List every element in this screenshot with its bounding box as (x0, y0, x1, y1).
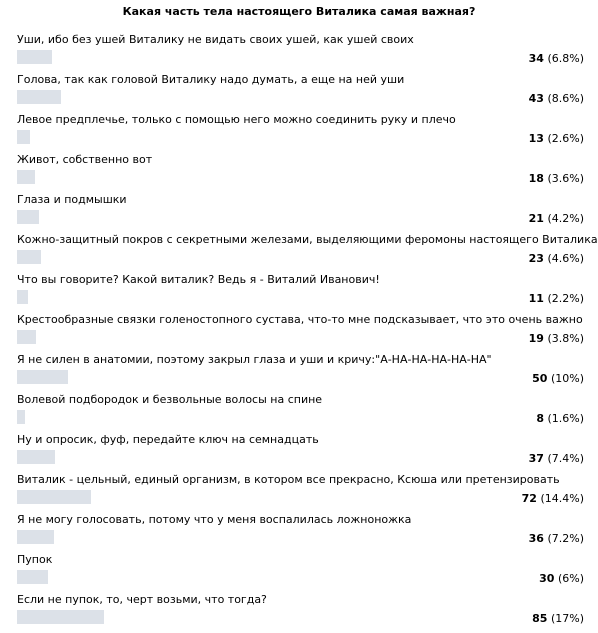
poll-option-percent: (6%) (557, 572, 584, 585)
poll-option-vote-count: 30 (539, 572, 555, 585)
poll-option-vote-count: 85 (532, 612, 548, 625)
poll-option-bar (17, 530, 54, 544)
poll-option-bar-track (17, 210, 522, 224)
poll-option (0, 513, 598, 553)
poll-option-bar-track (17, 290, 522, 304)
poll-option-vote-count: 37 (528, 452, 544, 465)
poll-option-label: Что вы говорите? Какой виталик? Ведь я - Виталий Иванович! (17, 273, 380, 286)
poll-option-result (529, 292, 584, 305)
poll-option (0, 353, 598, 393)
poll-option-result (529, 92, 584, 105)
poll-option (0, 113, 598, 153)
poll-option (0, 393, 598, 433)
poll-option-label: Левое предплечье, только с помощью него можно соединить руку и плечо (17, 113, 456, 126)
poll-option-vote-count: 8 (536, 412, 544, 425)
poll-option-percent: (14.4%) (540, 492, 584, 505)
poll-option-percent: (4.2%) (547, 212, 584, 225)
poll-option-bar-track (17, 490, 522, 504)
poll-option-bar (17, 610, 104, 624)
poll-option (0, 433, 598, 473)
poll-option-bar-track (17, 570, 522, 584)
poll-option-result (539, 572, 584, 585)
poll-option-result (536, 412, 584, 425)
poll-option-bar (17, 570, 48, 584)
poll-option-bar (17, 50, 52, 64)
poll-option-vote-count: 43 (528, 92, 544, 105)
poll-option-vote-count: 36 (528, 532, 544, 545)
poll-option-percent: (7.4%) (547, 452, 584, 465)
poll-option-label: Глаза и подмышки (17, 193, 127, 206)
poll-option-label: Живот, собственно вот (17, 153, 153, 166)
poll-option-result (532, 612, 584, 625)
poll-option (0, 153, 598, 193)
poll-option-result (532, 372, 584, 385)
poll-option-result (529, 172, 584, 185)
poll-title: Какая часть тела настоящего Виталика самая важная? (122, 5, 476, 18)
poll-option-bar-track (17, 90, 522, 104)
poll-option-label: Кожно-защитный покров с секретными железами, выделяющими феромоны настоящего Виталика (17, 233, 598, 246)
poll-option-result (529, 132, 584, 145)
poll-option-bar (17, 130, 30, 144)
poll-option-percent: (17%) (550, 612, 584, 625)
poll-option-percent: (10%) (550, 372, 584, 385)
poll-option-percent: (6.8%) (547, 52, 584, 65)
poll-option-percent: (1.6%) (547, 412, 584, 425)
poll-option-bar-track (17, 330, 522, 344)
poll-option-label: Голова, так как головой Виталику надо думать, а еще на ней уши (17, 73, 405, 86)
poll-option-bar (17, 170, 35, 184)
poll-option-bar-track (17, 370, 522, 384)
poll-option (0, 473, 598, 513)
poll-option (0, 593, 598, 633)
poll-option-bar-track (17, 610, 522, 624)
poll-option (0, 233, 598, 273)
poll-option-label: Ну и опросик, фуф, передайте ключ на семнадцать (17, 433, 319, 446)
poll-option-vote-count: 21 (528, 212, 544, 225)
poll-option (0, 273, 598, 313)
poll-option-label: Если не пупок, то, черт возьми, что тогда? (17, 593, 267, 606)
poll-option-label: Я не силен в анатомии, поэтому закрыл глаза и уши и кричу:"А-НА-НА-НА-НА-НА" (17, 353, 492, 366)
poll-option (0, 193, 598, 233)
poll-option-bar-track (17, 170, 522, 184)
poll-option-vote-count: 23 (528, 252, 544, 265)
poll-option (0, 313, 598, 353)
poll-option-percent: (4.6%) (547, 252, 584, 265)
poll-option-vote-count: 18 (528, 172, 544, 185)
poll-option-percent: (8.6%) (547, 92, 584, 105)
poll-option-bar-track (17, 130, 522, 144)
poll-option-bar (17, 330, 36, 344)
poll-option-label: Волевой подбородок и безвольные волосы на спине (17, 393, 323, 406)
poll-option (0, 33, 598, 73)
poll-option-label: Виталик - цельный, единый организм, в котором все прекрасно, Ксюша или претензировать (17, 473, 560, 486)
poll-option-percent: (2.6%) (547, 132, 584, 145)
poll-option-bar-track (17, 410, 522, 424)
poll-option-result (529, 212, 584, 225)
poll-option-bar-track (17, 50, 522, 64)
poll-option-label: Пупок (17, 553, 53, 566)
poll-option-result (529, 332, 584, 345)
poll-option-percent: (3.8%) (547, 332, 584, 345)
poll-option-bar (17, 370, 68, 384)
poll-option-vote-count: 11 (528, 292, 544, 305)
poll-option-bar (17, 410, 25, 424)
poll-option-result (522, 492, 584, 505)
poll-option-percent: (3.6%) (547, 172, 584, 185)
poll-option-result (529, 252, 584, 265)
poll-option-vote-count: 19 (528, 332, 544, 345)
poll-option-bar (17, 490, 91, 504)
poll-option-bar-track (17, 530, 522, 544)
poll-options-list (0, 33, 598, 633)
poll-option-result (529, 452, 584, 465)
poll-option-label: Я не могу голосовать, потому что у меня воспалилась ложноножка (17, 513, 412, 526)
poll-option-percent: (7.2%) (547, 532, 584, 545)
poll-option-bar (17, 290, 28, 304)
poll-option-label: Уши, ибо без ушей Виталику не видать своих ушей, как ушей своих (17, 33, 414, 46)
poll-option-percent: (2.2%) (547, 292, 584, 305)
poll-option-vote-count: 50 (532, 372, 548, 385)
poll-option-vote-count: 13 (528, 132, 544, 145)
poll-option-bar (17, 450, 55, 464)
poll-option-bar-track (17, 450, 522, 464)
poll-option-vote-count: 72 (521, 492, 537, 505)
poll-option-result (529, 52, 584, 65)
poll-option-bar (17, 250, 41, 264)
poll-option-bar (17, 210, 39, 224)
poll-option-result (529, 532, 584, 545)
poll-option-bar (17, 90, 61, 104)
poll-option (0, 73, 598, 113)
poll-option-bar-track (17, 250, 522, 264)
poll-option-label: Крестообразные связки голеностопного сустава, что-то мне подсказывает, что это очень важно (17, 313, 583, 326)
poll-option-vote-count: 34 (528, 52, 544, 65)
poll-option (0, 553, 598, 593)
